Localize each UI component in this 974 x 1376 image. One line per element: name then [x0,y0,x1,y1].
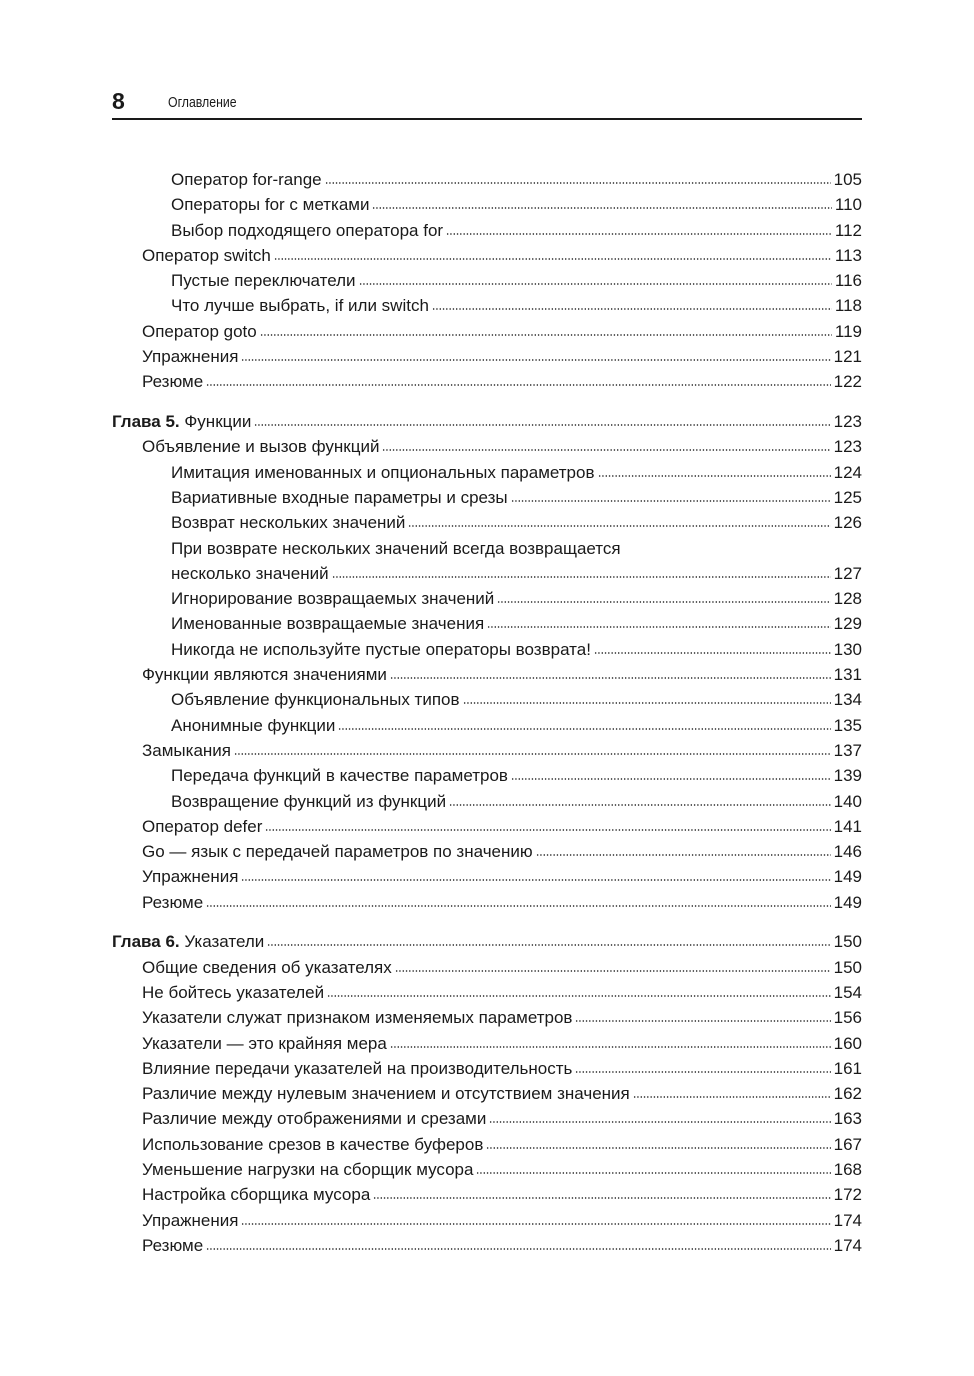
toc-entry-row[interactable] [112,485,862,510]
entry-text: Замыкания [142,740,231,760]
entry-text: Что лучше выбрать, if или switch [171,296,429,316]
toc-entry-row[interactable] [112,1182,862,1207]
toc-entry-row[interactable] [112,611,862,636]
entry-text: Оператор defer [142,816,263,836]
entry-text: При возврате нескольких значений всегда возвращается [171,538,621,558]
running-title: Оглавление [168,94,237,111]
page-ref: 135 [833,715,862,735]
dot-leader [241,358,830,362]
page-ref: 105 [833,170,862,189]
entry-text: Упражнения [142,1210,239,1230]
toc-entry-row[interactable] [112,637,862,662]
toc-entry-title [142,1182,370,1207]
toc-entry-row[interactable] [112,763,862,788]
entry-text: Имитация именованных и опциональных параметров [171,462,595,482]
entry-text: Выбор подходящего оператора for [171,220,444,240]
page-ref: 113 [834,245,862,265]
toc-entry-row[interactable] [112,268,862,293]
entry-text: Объявление функциональных типов [171,690,460,710]
page-ref: 127 [833,563,862,583]
dot-leader [486,1146,830,1150]
toc-entry-title [171,268,356,293]
dot-leader [497,600,830,604]
page-ref: 154 [833,982,862,1002]
page-ref: 156 [833,1008,862,1028]
toc-entry-title [171,510,405,535]
dot-leader [265,828,830,832]
toc-entry-row[interactable] [112,319,862,344]
toc-entry-title [142,1005,572,1030]
page-ref: 161 [833,1058,862,1078]
toc-entry-row[interactable] [112,1233,862,1258]
page-ref: 130 [833,639,862,659]
page-ref: 137 [833,740,862,760]
entry-text: Оператор goto [142,321,257,341]
dot-leader [206,1247,830,1251]
dot-leader [241,878,830,882]
toc-entry-row[interactable] [112,839,862,864]
dot-leader [359,282,832,286]
entry-text: Функции [184,412,252,432]
dot-leader [390,1045,831,1049]
toc-entry-title [171,460,595,485]
toc-entry-row[interactable] [112,738,862,763]
entry-text: Именованные возвращаемые значения [171,614,485,634]
entry-text: Общие сведения об указателях [142,957,392,977]
toc-entry-title [171,293,429,318]
toc-chapter-row[interactable] [112,409,862,434]
toc-entry-title [171,192,369,217]
toc-entry-row[interactable] [112,536,862,561]
page-ref: 146 [833,842,862,862]
dot-leader [234,752,831,756]
toc-entry-title [142,662,387,687]
toc-entry-row[interactable] [112,713,862,738]
toc-entry-title [142,1056,572,1081]
dot-leader [382,448,830,452]
toc-entry-title [142,1132,483,1157]
dot-leader [373,1196,830,1200]
entry-text: Упражнения [142,347,239,367]
toc-entry-title [171,485,508,510]
dot-leader [511,777,831,781]
toc-entry-row[interactable] [112,955,862,980]
page-ref: 129 [833,614,862,634]
toc-entry-title [142,319,257,344]
page-ref: 124 [833,462,862,482]
toc-entry-title [142,890,203,915]
toc-entry-title [142,839,533,864]
entry-text: Различие между отображениями и срезами [142,1109,487,1129]
toc-entry-title [142,243,271,268]
page-ref: 110 [834,195,862,215]
page-ref: 121 [833,347,862,367]
page-ref: 168 [833,1160,862,1180]
toc-entry-title [142,864,238,889]
toc-entry-row[interactable] [112,434,862,459]
toc-entry-title [142,434,379,459]
page-ref: 174 [833,1210,862,1230]
dot-leader [489,1120,830,1124]
dot-leader [575,1019,830,1023]
entry-text: Различие между нулевым значением и отсутствием значения [142,1084,630,1104]
page-ref: 150 [833,932,862,952]
entry-text: Возврат нескольких значений [171,513,406,533]
toc-entry-title [171,536,621,561]
entry-text: Игнорирование возвращаемых значений [171,589,495,609]
entry-text: Указатели [184,932,265,952]
toc-chapter-row[interactable] [112,929,862,954]
toc-entry-row[interactable] [112,561,862,586]
toc-entry-title [171,586,494,611]
toc-entry-title [142,980,324,1005]
page-ref: 131 [833,665,862,685]
toc-entry-title [112,929,264,954]
toc-entry-row[interactable] [112,510,862,535]
toc-entry-row[interactable] [112,1005,862,1030]
toc-entry-row[interactable] [112,243,862,268]
entry-text: Резюме [142,1235,204,1255]
page-ref: 150 [833,957,862,977]
entry-text: Функции являются значениями [142,665,387,685]
dot-leader [633,1095,831,1099]
toc-entry-row[interactable] [112,864,862,889]
dot-leader [241,1222,830,1226]
entry-text: Go — язык с передачей параметров по значению [142,842,533,862]
dot-leader [372,206,831,210]
dot-leader [536,853,831,857]
toc-entry-row[interactable] [112,1056,862,1081]
dot-leader [432,307,832,311]
toc-entry-title [171,611,484,636]
dot-leader [206,383,830,387]
page-ref: 174 [833,1235,862,1255]
toc-entry-title [142,1081,630,1106]
toc-entry-title [142,1157,473,1182]
page-ref: 134 [833,690,862,710]
entry-text: Передача функций в качестве параметров [171,766,508,786]
dot-leader [408,524,830,528]
dot-leader [463,701,831,705]
page-header [112,86,862,120]
toc-entry-title [171,637,591,662]
page-ref: 123 [833,437,862,457]
toc-entry-title [142,814,262,839]
dot-leader [325,181,831,185]
dot-leader [327,994,831,998]
toc-entry-row[interactable] [112,293,862,318]
toc-entry-row[interactable] [112,814,862,839]
toc-entry-row[interactable] [112,218,862,243]
toc-entry-row[interactable] [112,167,862,192]
entry-text: Операторы for с метками [171,195,370,215]
page-ref: 126 [833,513,862,533]
entry-text: Никогда не используйте пустые операторы возврата! [171,639,591,659]
entry-text: Уменьшение нагрузки на сборщик мусора [142,1160,474,1180]
dot-leader [476,1171,830,1175]
toc-entry-title [142,738,231,763]
toc-entry-row[interactable] [112,687,862,712]
toc-entry-title [142,1233,203,1258]
page-ref: 139 [833,766,862,786]
toc-entry-row[interactable] [112,789,862,814]
entry-text: Указатели — это крайняя мера [142,1033,387,1053]
dot-leader [338,727,830,731]
dot-leader [594,651,831,655]
entry-text: Возвращение функций из функций [171,791,447,811]
toc-entry-title [171,763,508,788]
toc-entry-row[interactable] [112,1208,862,1233]
page-ref: 167 [833,1134,862,1154]
page-ref: 125 [833,487,862,507]
toc-entry-title [142,955,392,980]
toc-entry-row[interactable] [112,1031,862,1056]
toc-entry-row[interactable] [112,662,862,687]
page-ref: 172 [833,1185,862,1205]
entry-text: Настройка сборщика мусора [142,1185,371,1205]
page-number: 8 [112,88,125,114]
page-ref: 141 [833,816,862,836]
page-ref: 118 [834,296,862,316]
dot-leader [395,969,831,973]
page-ref: 149 [833,867,862,887]
dot-leader [206,904,830,908]
dot-leader [449,803,831,807]
toc-entry-title [171,561,329,586]
toc-entry-title [142,1031,387,1056]
toc-entry-title [171,167,322,192]
page-ref: 140 [833,791,862,811]
page-ref: 149 [833,892,862,912]
entry-text: Использование срезов в качестве буферов [142,1134,484,1154]
dot-leader [254,423,830,427]
toc-entry-row[interactable] [112,460,862,485]
dot-leader [511,499,831,503]
dot-leader [332,575,831,579]
toc-entry-title [171,789,446,814]
entry-text: Оператор for-range [171,170,322,189]
dot-leader [598,474,831,478]
entry-text: Резюме [142,372,204,392]
toc-entry-title [142,344,238,369]
page-ref: 162 [833,1084,862,1104]
toc-entry-row[interactable] [112,1081,862,1106]
toc-entry-row[interactable] [112,980,862,1005]
dot-leader [575,1070,830,1074]
toc-entry-row[interactable] [112,890,862,915]
chapter-prefix: Глава 6. [112,932,180,952]
entry-text: Резюме [142,892,204,912]
toc-entry-title [142,369,203,394]
entry-text: несколько значений [171,563,329,583]
toc-entry-title [142,1106,486,1131]
dot-leader [487,625,830,629]
entry-text: Пустые переключатели [171,271,356,291]
dot-leader [274,257,832,261]
dot-leader [390,676,831,680]
page-ref: 160 [833,1033,862,1053]
toc-entry-title [142,1208,238,1233]
table-of-contents [112,167,862,1258]
toc-entry-row[interactable] [112,369,862,394]
dot-leader [260,333,832,337]
page-ref: 163 [833,1109,862,1129]
toc-entry-row[interactable] [112,1132,862,1157]
page-ref: 123 [833,412,862,432]
toc-entry-row[interactable] [112,1106,862,1131]
entry-text: Вариативные входные параметры и срезы [171,487,508,507]
toc-entry-title [112,409,251,434]
entry-text: Указатели служат признаком изменяемых параметров [142,1008,573,1028]
toc-entry-row[interactable] [112,344,862,369]
toc-entry-title [171,218,443,243]
entry-text: Анонимные функции [171,715,336,735]
page-ref: 116 [834,271,862,291]
dot-leader [267,943,830,947]
dot-leader [446,232,832,236]
page-ref: 122 [833,372,862,392]
toc-entry-row[interactable] [112,192,862,217]
entry-text: Упражнения [142,867,239,887]
page-ref: 112 [834,220,862,240]
entry-text: Не бойтесь указателей [142,982,325,1002]
page-ref: 119 [834,321,862,341]
entry-text: Оператор switch [142,245,271,265]
toc-entry-row[interactable] [112,586,862,611]
entry-text: Влияние передачи указателей на производительность [142,1058,573,1078]
toc-entry-title [171,687,460,712]
toc-entry-title [171,713,335,738]
chapter-prefix: Глава 5. [112,412,180,432]
entry-text: Объявление и вызов функций [142,437,380,457]
toc-entry-row[interactable] [112,1157,862,1182]
page-ref: 128 [833,589,862,609]
